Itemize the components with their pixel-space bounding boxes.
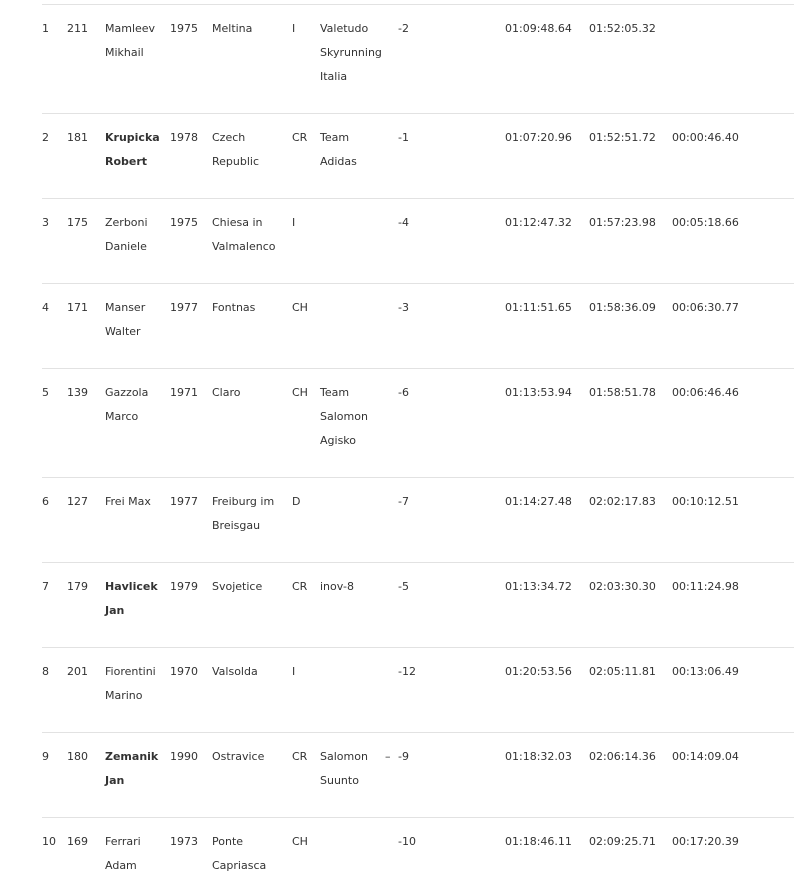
time-gap-cell-text: 00:06:30.77 — [672, 300, 739, 314]
place-cell-text: Ponte Capriasca — [212, 834, 267, 872]
nation-cell-text: D — [292, 494, 301, 508]
position-change-cell-text: -12 — [398, 664, 416, 678]
rank-cell-text: 3 — [42, 215, 49, 229]
athlete-name — [105, 562, 170, 647]
team-cell-text: Salomon Suunto — [320, 749, 368, 787]
athlete-name — [105, 113, 170, 198]
nation-cell — [292, 283, 320, 368]
nation-cell — [292, 647, 320, 732]
place-cell-text: Meltina — [212, 22, 253, 35]
athlete-name — [105, 5, 170, 113]
finish-time-cell — [589, 5, 672, 113]
bib-cell-text: 201 — [67, 664, 88, 678]
split-time-cell-text: 01:11:51.65 — [505, 300, 572, 314]
finish-time-cell-text: 02:09:25.71 — [589, 834, 656, 848]
nation-cell-text: CH — [292, 385, 308, 399]
position-change-cell-text: -2 — [398, 22, 409, 35]
birth-year-cell — [170, 647, 212, 732]
place-cell — [212, 5, 292, 113]
place-cell — [212, 477, 292, 562]
rank-cell — [42, 817, 67, 878]
rank-cell-text: 1 — [42, 22, 49, 35]
athlete-name — [105, 732, 170, 817]
athlete-name — [105, 368, 170, 477]
birth-year-cell — [170, 817, 212, 878]
birth-year-cell-text: 1973 — [170, 834, 198, 848]
finish-time-cell — [589, 732, 672, 817]
nation-cell — [292, 562, 320, 647]
nation-cell — [292, 817, 320, 878]
athlete-name — [105, 283, 170, 368]
time-gap-cell — [672, 477, 794, 562]
rank-cell — [42, 113, 67, 198]
position-change-cell-text: -6 — [398, 385, 409, 399]
team-separator-cell — [385, 562, 398, 647]
table-row — [42, 5, 794, 113]
split-time-cell — [505, 817, 589, 878]
birth-year-cell — [170, 113, 212, 198]
team-separator-cell-text: – — [385, 749, 391, 763]
athlete-name — [105, 647, 170, 732]
split-time-cell — [505, 732, 589, 817]
place-cell — [212, 113, 292, 198]
team-cell — [320, 477, 385, 562]
finish-time-cell-text: 01:52:05.32 — [589, 22, 656, 35]
team-cell-text: Team Adidas — [320, 130, 357, 168]
position-change-cell — [398, 477, 505, 562]
finish-time-cell — [589, 198, 672, 283]
athlete-name — [105, 477, 170, 562]
athlete-name — [105, 817, 170, 878]
bib-cell-text: 181 — [67, 130, 88, 144]
table-row — [42, 283, 794, 368]
rank-cell-text: 6 — [42, 494, 49, 508]
finish-time-cell-text: 01:58:36.09 — [589, 300, 656, 314]
birth-year-cell-text: 1977 — [170, 300, 198, 314]
place-cell-text: Claro — [212, 385, 241, 399]
split-time-cell-text: 01:09:48.64 — [505, 22, 572, 35]
finish-time-cell-text: 02:06:14.36 — [589, 749, 656, 763]
finish-time-cell-text: 01:57:23.98 — [589, 215, 656, 229]
split-time-cell — [505, 368, 589, 477]
position-change-cell-text: -9 — [398, 749, 409, 763]
split-time-cell — [505, 283, 589, 368]
rank-cell-text: 5 — [42, 385, 49, 399]
athlete-name-text: Ferrari Adam — [105, 834, 141, 872]
finish-time-cell — [589, 477, 672, 562]
table-row — [42, 477, 794, 562]
place-cell-text: Czech Republic — [212, 130, 260, 168]
team-cell — [320, 113, 385, 198]
place-cell — [212, 562, 292, 647]
split-time-cell-text: 01:14:27.48 — [505, 494, 572, 508]
nation-cell-text: CR — [292, 579, 308, 593]
rank-cell-text: 4 — [42, 300, 49, 314]
place-cell-text: Svojetice — [212, 579, 263, 593]
team-cell-text: Team Salomon Agisko — [320, 385, 368, 447]
position-change-cell — [398, 283, 505, 368]
time-gap-cell-text: 00:00:46.40 — [672, 130, 739, 144]
athlete-name-text: Mamleev Mikhail — [105, 22, 156, 59]
finish-time-cell-text: 01:58:51.78 — [589, 385, 656, 399]
bib-cell — [67, 5, 105, 113]
time-gap-cell — [672, 562, 794, 647]
position-change-cell — [398, 647, 505, 732]
split-time-cell — [505, 562, 589, 647]
results-table — [42, 5, 794, 878]
time-gap-cell-text: 00:05:18.66 — [672, 215, 739, 229]
team-cell — [320, 368, 385, 477]
bib-cell-text: 139 — [67, 385, 88, 399]
split-time-cell-text: 01:20:53.56 — [505, 664, 572, 678]
split-time-cell-text: 01:18:46.11 — [505, 834, 572, 848]
athlete-name-text: Fiorentini Marino — [105, 664, 156, 702]
position-change-cell-text: -3 — [398, 300, 409, 314]
time-gap-cell — [672, 647, 794, 732]
position-change-cell-text: -4 — [398, 215, 409, 229]
nation-cell-text: I — [292, 22, 296, 35]
time-gap-cell — [672, 368, 794, 477]
bib-cell-text: 179 — [67, 579, 88, 593]
place-cell — [212, 732, 292, 817]
table-row — [42, 562, 794, 647]
time-gap-cell — [672, 198, 794, 283]
team-cell — [320, 5, 385, 113]
position-change-cell — [398, 198, 505, 283]
bib-cell — [67, 283, 105, 368]
place-cell — [212, 198, 292, 283]
place-cell-text: Freiburg im Breisgau — [212, 494, 275, 532]
rank-cell — [42, 732, 67, 817]
finish-time-cell-text: 02:05:11.81 — [589, 664, 656, 678]
birth-year-cell — [170, 477, 212, 562]
position-change-cell-text: -10 — [398, 834, 416, 848]
team-cell-text: inov-8 — [320, 579, 354, 593]
rank-cell-text: 10 — [42, 834, 56, 848]
finish-time-cell — [589, 368, 672, 477]
birth-year-cell — [170, 562, 212, 647]
place-cell-text: Ostravice — [212, 749, 265, 763]
nation-cell-text: I — [292, 664, 296, 678]
position-change-cell — [398, 5, 505, 113]
bib-cell — [67, 368, 105, 477]
team-cell — [320, 732, 385, 817]
bib-cell — [67, 732, 105, 817]
team-cell-text: Valetudo Skyrunning Italia — [320, 22, 382, 83]
place-cell — [212, 368, 292, 477]
birth-year-cell — [170, 198, 212, 283]
team-separator-cell — [385, 283, 398, 368]
split-time-cell — [505, 198, 589, 283]
time-gap-cell — [672, 113, 794, 198]
time-gap-cell-text: 00:10:12.51 — [672, 494, 739, 508]
bib-cell — [67, 477, 105, 562]
rank-cell — [42, 283, 67, 368]
split-time-cell-text: 01:13:34.72 — [505, 579, 572, 593]
split-time-cell-text: 01:12:47.32 — [505, 215, 572, 229]
bib-cell — [67, 198, 105, 283]
birth-year-cell-text: 1978 — [170, 130, 198, 144]
position-change-cell-text: -1 — [398, 130, 409, 144]
finish-time-cell — [589, 647, 672, 732]
time-gap-cell-text: 00:13:06.49 — [672, 664, 739, 678]
table-row — [42, 368, 794, 477]
athlete-name-text: Krupicka Robert — [105, 130, 160, 168]
nation-cell-text: CH — [292, 300, 308, 314]
team-separator-cell — [385, 198, 398, 283]
position-change-cell-text: -5 — [398, 579, 409, 593]
finish-time-cell — [589, 562, 672, 647]
place-cell-text: Chiesa in Valmalenco — [212, 215, 276, 253]
rank-cell — [42, 647, 67, 732]
birth-year-cell — [170, 5, 212, 113]
nation-cell-text: CR — [292, 749, 308, 763]
bib-cell-text: 127 — [67, 494, 88, 508]
position-change-cell — [398, 562, 505, 647]
team-cell — [320, 198, 385, 283]
position-change-cell-text: -7 — [398, 494, 409, 508]
team-cell — [320, 562, 385, 647]
athlete-name-text: Gazzola Marco — [105, 385, 149, 423]
split-time-cell — [505, 647, 589, 732]
bib-cell — [67, 113, 105, 198]
team-separator-cell — [385, 647, 398, 732]
finish-time-cell — [589, 113, 672, 198]
position-change-cell — [398, 817, 505, 878]
athlete-name-text: Manser Walter — [105, 300, 146, 338]
time-gap-cell-text: 00:17:20.39 — [672, 834, 739, 848]
nation-cell-text: CR — [292, 130, 308, 144]
bib-cell — [67, 647, 105, 732]
nation-cell — [292, 113, 320, 198]
rank-cell — [42, 198, 67, 283]
nation-cell — [292, 368, 320, 477]
place-cell — [212, 283, 292, 368]
split-time-cell — [505, 477, 589, 562]
split-time-cell-text: 01:07:20.96 — [505, 130, 572, 144]
birth-year-cell-text: 1970 — [170, 664, 198, 678]
time-gap-cell — [672, 817, 794, 878]
athlete-name-text: Zemanik Jan — [105, 749, 159, 787]
table-row — [42, 732, 794, 817]
rank-cell — [42, 562, 67, 647]
team-cell — [320, 817, 385, 878]
time-gap-cell-text: 00:14:09.04 — [672, 749, 739, 763]
rank-cell — [42, 368, 67, 477]
birth-year-cell-text: 1990 — [170, 749, 198, 763]
position-change-cell — [398, 732, 505, 817]
finish-time-cell-text: 02:02:17.83 — [589, 494, 656, 508]
birth-year-cell — [170, 732, 212, 817]
rank-cell — [42, 477, 67, 562]
finish-time-cell — [589, 283, 672, 368]
bib-cell — [67, 817, 105, 878]
place-cell — [212, 817, 292, 878]
rank-cell-text: 2 — [42, 130, 49, 144]
finish-time-cell — [589, 817, 672, 878]
team-separator-cell — [385, 5, 398, 113]
birth-year-cell — [170, 283, 212, 368]
birth-year-cell — [170, 368, 212, 477]
rank-cell-text: 7 — [42, 579, 49, 593]
bib-cell-text: 180 — [67, 749, 88, 763]
table-row — [42, 198, 794, 283]
finish-time-cell-text: 01:52:51.72 — [589, 130, 656, 144]
rank-cell-text: 8 — [42, 664, 49, 678]
birth-year-cell-text: 1975 — [170, 215, 198, 229]
team-cell — [320, 647, 385, 732]
bib-cell-text: 175 — [67, 215, 88, 229]
birth-year-cell-text: 1977 — [170, 494, 198, 508]
athlete-name-text: Frei Max — [105, 494, 151, 508]
nation-cell — [292, 477, 320, 562]
split-time-cell — [505, 113, 589, 198]
team-separator-cell — [385, 368, 398, 477]
table-row — [42, 113, 794, 198]
position-change-cell — [398, 368, 505, 477]
table-row — [42, 647, 794, 732]
place-cell — [212, 647, 292, 732]
split-time-cell-text: 01:13:53.94 — [505, 385, 572, 399]
athlete-name-text: Zerboni Daniele — [105, 215, 148, 253]
team-separator-cell — [385, 817, 398, 878]
nation-cell-text: I — [292, 215, 296, 229]
place-cell-text: Valsolda — [212, 664, 258, 678]
split-time-cell — [505, 5, 589, 113]
athlete-name-text: Havlicek Jan — [105, 579, 158, 617]
split-time-cell-text: 01:18:32.03 — [505, 749, 572, 763]
finish-time-cell-text: 02:03:30.30 — [589, 579, 656, 593]
team-separator-cell — [385, 732, 398, 817]
nation-cell — [292, 198, 320, 283]
athlete-name — [105, 198, 170, 283]
birth-year-cell-text: 1975 — [170, 22, 198, 35]
birth-year-cell-text: 1971 — [170, 385, 198, 399]
bib-cell-text: 171 — [67, 300, 88, 314]
results-body — [42, 5, 794, 878]
birth-year-cell-text: 1979 — [170, 579, 198, 593]
rank-cell-text: 9 — [42, 749, 49, 763]
position-change-cell — [398, 113, 505, 198]
bib-cell — [67, 562, 105, 647]
team-separator-cell — [385, 113, 398, 198]
time-gap-cell-text: 00:06:46.46 — [672, 385, 739, 399]
nation-cell-text: CH — [292, 834, 308, 848]
bib-cell-text: 169 — [67, 834, 88, 848]
time-gap-cell — [672, 283, 794, 368]
rank-cell — [42, 5, 67, 113]
time-gap-cell-text: 00:11:24.98 — [672, 579, 739, 593]
time-gap-cell — [672, 5, 794, 113]
nation-cell — [292, 5, 320, 113]
team-separator-cell — [385, 477, 398, 562]
place-cell-text: Fontnas — [212, 300, 256, 314]
time-gap-cell — [672, 732, 794, 817]
nation-cell — [292, 732, 320, 817]
team-cell — [320, 283, 385, 368]
table-row — [42, 817, 794, 878]
bib-cell-text: 211 — [67, 22, 88, 35]
